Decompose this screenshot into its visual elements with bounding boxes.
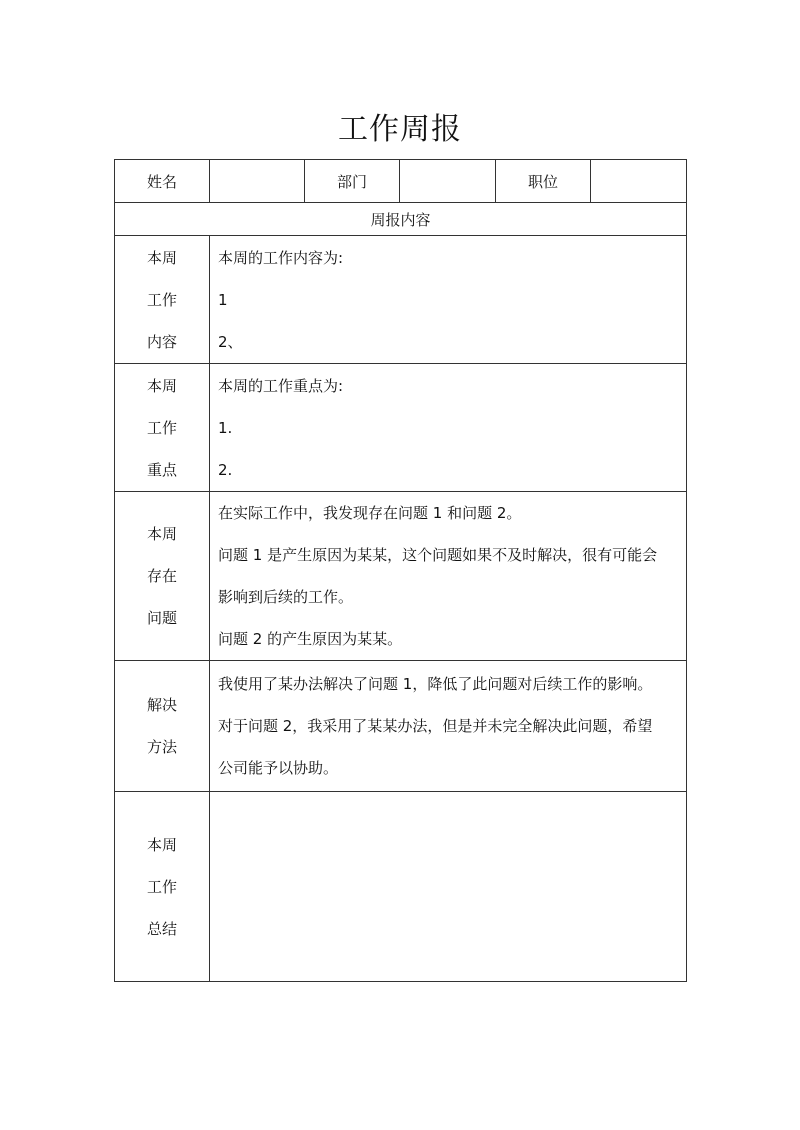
label-line: 本周 — [146, 835, 177, 854]
document-title: 工作周报 — [338, 112, 462, 147]
issues-field[interactable] — [210, 492, 687, 661]
content-line: 影响到后续的工作。 — [218, 588, 354, 606]
label-line: 存在 — [146, 567, 177, 585]
label-line: 解决 — [146, 696, 177, 714]
content-line: 1 — [218, 290, 228, 309]
summary-label — [115, 792, 210, 982]
content-line: 公司能予以协助。 — [218, 759, 339, 777]
content-line: 问题 1 是产生原因为某某，这个问题如果不及时解决，很有可能会 — [218, 546, 658, 564]
label-line: 工作 — [146, 290, 177, 309]
work-focus-label — [115, 364, 210, 492]
work-focus-field[interactable] — [210, 364, 687, 492]
label-line: 本周 — [146, 525, 177, 543]
position-label: 职位 — [496, 160, 591, 203]
content-line: 2、 — [218, 332, 243, 351]
position-value-field[interactable] — [591, 160, 687, 203]
name-label: 姓名 — [115, 160, 210, 203]
label-line: 本周 — [146, 376, 177, 395]
label-line: 问题 — [146, 609, 177, 627]
work-content-row — [115, 236, 687, 364]
name-value-field[interactable] — [210, 160, 305, 203]
dept-value-field[interactable] — [400, 160, 496, 203]
work-content-label — [115, 236, 210, 364]
work-content-field[interactable] — [210, 236, 687, 364]
label-line: 内容 — [146, 332, 177, 351]
weekly-report-table — [114, 159, 687, 982]
content-line: 1. — [218, 418, 233, 437]
content-line: 本周的工作内容为: — [218, 248, 344, 267]
content-line: 2. — [218, 460, 233, 479]
issues-label — [115, 492, 210, 661]
summary-row — [115, 792, 687, 982]
solution-label — [115, 661, 210, 792]
solution-row — [115, 661, 687, 792]
header-row — [115, 160, 687, 203]
content-line: 对于问题 2，我采用了某某办法，但是并未完全解决此问题，希望 — [218, 717, 653, 735]
section-header-row — [115, 203, 687, 236]
solution-field[interactable] — [210, 661, 687, 792]
section-header: 周报内容 — [115, 203, 687, 236]
content-line: 我使用了某办法解决了问题 1，降低了此问题对后续工作的影响。 — [218, 675, 653, 693]
content-line: 本周的工作重点为: — [218, 376, 344, 395]
label-line: 工作 — [146, 877, 177, 896]
label-line: 工作 — [146, 418, 177, 437]
summary-field[interactable] — [210, 792, 687, 982]
issues-row — [115, 492, 687, 661]
label-line: 本周 — [146, 248, 177, 267]
content-line: 问题 2 的产生原因为某某。 — [218, 630, 403, 648]
label-line: 总结 — [146, 919, 177, 938]
work-focus-row — [115, 364, 687, 492]
dept-label: 部门 — [305, 160, 400, 203]
label-line: 方法 — [146, 738, 177, 756]
content-line: 在实际工作中，我发现存在问题 1 和问题 2。 — [218, 504, 522, 522]
label-line: 重点 — [146, 460, 177, 479]
